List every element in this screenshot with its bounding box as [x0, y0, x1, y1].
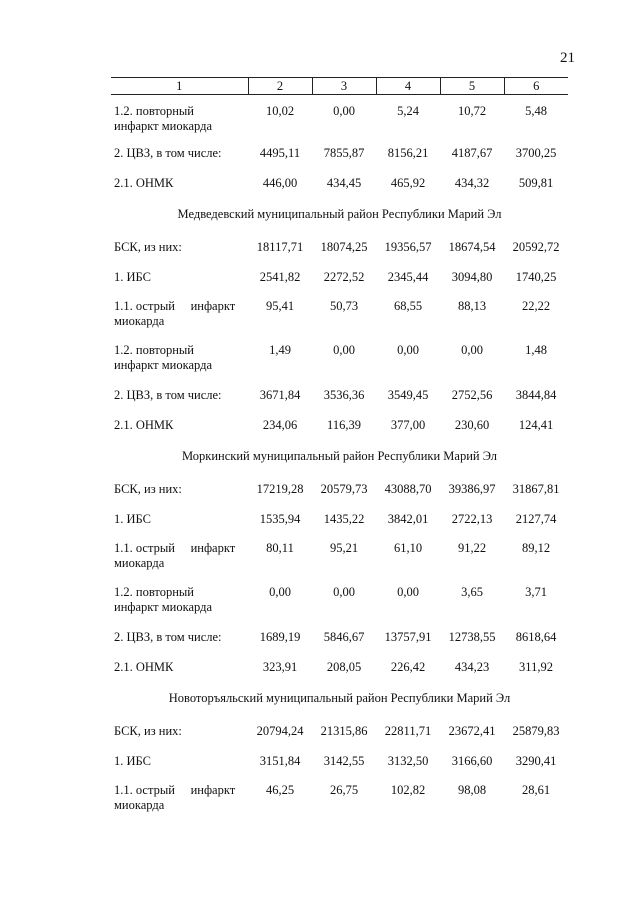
cell-value: 18117,71 — [256, 239, 304, 254]
cell-value: 12738,55 — [448, 629, 496, 644]
cell-value: 98,08 — [457, 782, 487, 797]
cell-value: 1,49 — [269, 342, 291, 357]
cell-value: 1435,22 — [323, 511, 365, 526]
column-header: 1 — [111, 78, 248, 95]
row-label — [111, 411, 248, 441]
row-label — [111, 293, 248, 337]
column-header: 2 — [248, 78, 312, 95]
table-row — [111, 535, 568, 579]
row-label — [111, 337, 248, 381]
row-label — [111, 169, 248, 199]
cell-value: 208,05 — [326, 659, 362, 674]
cell-value: 3132,50 — [387, 753, 429, 768]
cell-value: 46,25 — [265, 782, 295, 797]
row-label-line: 2.1. ОНМК — [114, 175, 174, 190]
cell-value: 226,42 — [390, 659, 426, 674]
row-label-line: БСК, из них: — [114, 723, 182, 738]
table-row — [111, 293, 568, 337]
section-title: Медведевский муниципальный район Республики Марий Эл — [177, 206, 502, 221]
cell-value: 8618,64 — [515, 629, 557, 644]
row-label — [111, 475, 248, 505]
cell-value: 7855,87 — [323, 145, 365, 160]
cell-value: 20579,73 — [320, 481, 368, 496]
page-number: 21 — [560, 50, 575, 66]
cell-value: 4187,67 — [451, 145, 493, 160]
cell-value: 3536,36 — [323, 387, 365, 402]
table-row — [111, 233, 568, 263]
cell-value: 18074,25 — [320, 239, 368, 254]
cell-value: 17219,28 — [256, 481, 304, 496]
cell-value: 88,13 — [457, 298, 487, 313]
cell-value: 3290,41 — [515, 753, 557, 768]
column-header: 4 — [376, 78, 440, 95]
cell-value: 2541,82 — [259, 269, 301, 284]
table-row — [111, 623, 568, 653]
row-label-line: миокарда — [114, 313, 165, 328]
row-label-line: 1.1. острый инфаркт — [114, 782, 236, 797]
cell-value: 95,21 — [329, 540, 359, 555]
row-label-line: инфаркт миокарда — [114, 119, 213, 133]
cell-value: 0,00 — [333, 104, 355, 118]
cell-value: 0,00 — [269, 584, 291, 599]
table-row — [111, 411, 568, 441]
row-label-line: 2.1. ОНМК — [114, 417, 174, 432]
column-header: 6 — [504, 78, 568, 95]
cell-value: 31867,81 — [512, 481, 560, 496]
cell-value: 230,60 — [454, 417, 490, 432]
cell-value: 0,00 — [397, 584, 419, 599]
table-row — [111, 717, 568, 747]
cell-value: 20592,72 — [512, 239, 560, 254]
cell-value: 28,61 — [521, 782, 551, 797]
cell-value: 3842,01 — [387, 511, 429, 526]
cell-value: 50,73 — [329, 298, 359, 313]
row-label — [111, 505, 248, 535]
table-row — [111, 263, 568, 293]
cell-value: 3,71 — [525, 584, 547, 599]
cell-value: 1740,25 — [515, 269, 557, 284]
cell-value: 2722,13 — [451, 511, 493, 526]
row-label-line: 1.1. острый инфаркт — [114, 540, 236, 555]
cell-value: 3094,80 — [451, 269, 493, 284]
cell-value: 323,91 — [262, 659, 298, 674]
cell-value: 22,22 — [521, 298, 551, 313]
cell-value: 18674,54 — [448, 239, 496, 254]
cell-value: 5846,67 — [323, 629, 365, 644]
cell-value: 61,10 — [393, 540, 423, 555]
column-header: 5 — [440, 78, 504, 95]
cell-value: 3844,84 — [515, 387, 557, 402]
row-label — [111, 95, 248, 139]
table-row — [111, 747, 568, 777]
row-label-line: инфаркт миокарда — [114, 357, 213, 372]
cell-value: 89,12 — [521, 540, 551, 555]
table-row — [111, 475, 568, 505]
cell-value: 434,32 — [454, 175, 490, 190]
row-label-line: 1.2. повторный — [114, 342, 194, 357]
cell-value: 22811,71 — [384, 723, 432, 738]
table-row — [111, 139, 568, 169]
cell-value: 2345,44 — [387, 269, 429, 284]
cell-value: 10,72 — [457, 104, 487, 118]
table-body — [111, 95, 568, 817]
cell-value: 3151,84 — [259, 753, 301, 768]
table-row — [111, 777, 568, 817]
statistics-table — [111, 77, 568, 817]
row-label-line: 1.1. острый инфаркт — [114, 298, 236, 313]
cell-value: 434,23 — [454, 659, 490, 674]
cell-value: 1,48 — [525, 342, 547, 357]
cell-value: 91,22 — [457, 540, 487, 555]
cell-value: 3549,45 — [387, 387, 429, 402]
cell-value: 95,41 — [265, 298, 295, 313]
row-label-line: 1. ИБС — [114, 269, 151, 284]
cell-value: 116,39 — [327, 417, 361, 432]
table-row — [111, 505, 568, 535]
cell-value: 102,82 — [390, 782, 426, 797]
row-label-line: 1. ИБС — [114, 753, 151, 768]
row-label-line: БСК, из них: — [114, 481, 182, 496]
column-header: 3 — [312, 78, 376, 95]
cell-value: 2127,74 — [515, 511, 557, 526]
row-label-line: инфаркт миокарда — [114, 599, 213, 614]
cell-value: 1535,94 — [259, 511, 301, 526]
section-heading-row — [111, 441, 568, 475]
row-label — [111, 263, 248, 293]
row-label-line: миокарда — [114, 797, 165, 812]
cell-value: 0,00 — [461, 342, 483, 357]
row-label-line: 1.2. повторный — [114, 584, 194, 599]
row-label-line: 2.1. ОНМК — [114, 659, 174, 674]
section-heading-row — [111, 199, 568, 233]
cell-value: 23672,41 — [448, 723, 496, 738]
cell-value: 3671,84 — [259, 387, 301, 402]
cell-value: 80,11 — [266, 540, 294, 555]
table-row — [111, 337, 568, 381]
cell-value: 39386,97 — [448, 481, 496, 496]
cell-value: 3142,55 — [323, 753, 365, 768]
row-label-line: 2. ЦВЗ, в том числе: — [114, 629, 222, 644]
cell-value: 446,00 — [262, 175, 298, 190]
row-label — [111, 233, 248, 263]
row-label — [111, 653, 248, 683]
cell-value: 0,00 — [397, 342, 419, 357]
cell-value: 377,00 — [390, 417, 426, 432]
table-row — [111, 381, 568, 411]
table-row — [111, 653, 568, 683]
row-label-line: 1. ИБС — [114, 511, 151, 526]
cell-value: 10,02 — [265, 104, 295, 118]
row-label-line: 1.2. повторный — [114, 104, 194, 118]
row-label — [111, 623, 248, 653]
cell-value: 0,00 — [333, 584, 355, 599]
cell-value: 434,45 — [326, 175, 362, 190]
cell-value: 19356,57 — [384, 239, 432, 254]
cell-value: 5,48 — [525, 104, 547, 118]
cell-value: 124,41 — [518, 417, 554, 432]
cell-value: 21315,86 — [320, 723, 368, 738]
cell-value: 0,00 — [333, 342, 355, 357]
cell-value: 5,24 — [397, 104, 419, 118]
cell-value: 509,81 — [518, 175, 554, 190]
cell-value: 2752,56 — [451, 387, 493, 402]
row-label-line: миокарда — [114, 555, 165, 570]
row-label-line: БСК, из них: — [114, 239, 182, 254]
row-label — [111, 579, 248, 623]
table-row — [111, 169, 568, 199]
row-label — [111, 747, 248, 777]
cell-value: 3700,25 — [515, 145, 557, 160]
table-row — [111, 579, 568, 623]
cell-value: 68,55 — [393, 298, 423, 313]
row-label — [111, 381, 248, 411]
cell-value: 4495,11 — [259, 145, 301, 160]
cell-value: 13757,91 — [384, 629, 432, 644]
cell-value: 234,06 — [262, 417, 298, 432]
cell-value: 20794,24 — [256, 723, 304, 738]
section-title: Новоторъяльский муниципальный район Республики Марий Эл — [168, 690, 511, 705]
cell-value: 465,92 — [390, 175, 426, 190]
row-label — [111, 535, 248, 579]
cell-value: 8156,21 — [387, 145, 429, 160]
row-label-line: 2. ЦВЗ, в том числе: — [114, 145, 222, 160]
row-label-line: 2. ЦВЗ, в том числе: — [114, 387, 222, 402]
cell-value: 3,65 — [461, 584, 483, 599]
cell-value: 2272,52 — [323, 269, 365, 284]
cell-value: 311,92 — [519, 659, 553, 674]
cell-value: 43088,70 — [384, 481, 432, 496]
row-label — [111, 139, 248, 169]
section-heading-row — [111, 683, 568, 717]
cell-value: 25879,83 — [512, 723, 560, 738]
cell-value: 26,75 — [329, 782, 359, 797]
table-row — [111, 95, 568, 139]
table-header-row — [111, 78, 568, 95]
cell-value: 1689,19 — [259, 629, 301, 644]
row-label — [111, 777, 248, 817]
row-label — [111, 717, 248, 747]
section-title: Моркинский муниципальный район Республики Марий Эл — [181, 448, 498, 463]
cell-value: 3166,60 — [451, 753, 493, 768]
